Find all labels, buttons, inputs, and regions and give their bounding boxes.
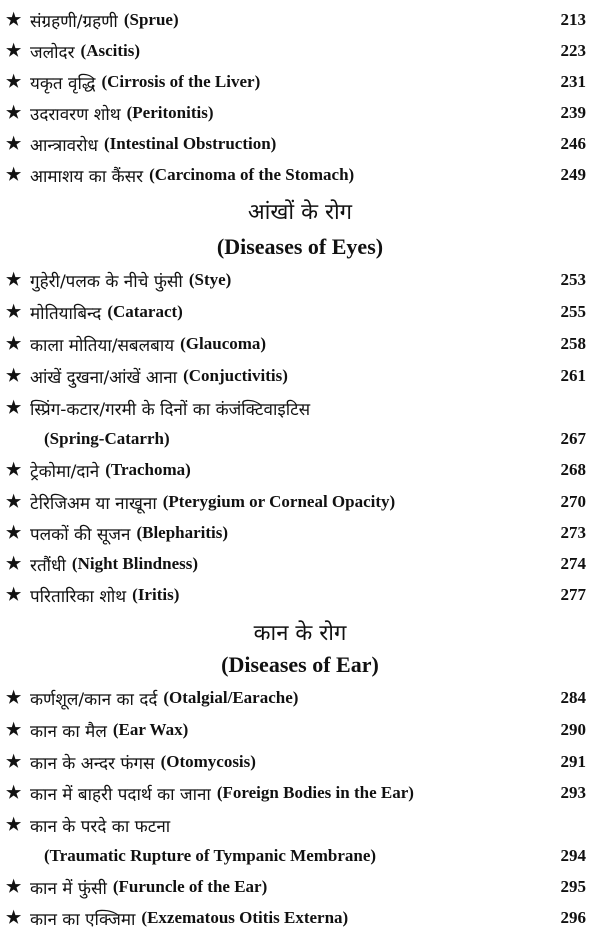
star-bullet-icon: ★ bbox=[6, 366, 22, 386]
toc-entry bbox=[4, 160, 586, 190]
star-bullet-icon: ★ bbox=[6, 103, 22, 123]
star-bullet-icon: ★ bbox=[6, 10, 22, 30]
star-bullet-icon: ★ bbox=[6, 688, 22, 708]
star-bullet-icon: ★ bbox=[6, 752, 22, 772]
entry-hindi: काला मोतिया/सबलबाय bbox=[30, 335, 175, 356]
star-bullet-icon: ★ bbox=[6, 270, 22, 290]
star-bullet-icon: ★ bbox=[6, 815, 22, 835]
star-bullet-icon: ★ bbox=[6, 334, 22, 354]
entry-hindi: संग्रहणी/ग्रहणी bbox=[30, 11, 118, 32]
toc-entry bbox=[4, 361, 586, 391]
entry-page: 294 bbox=[560, 846, 586, 865]
toc-entry bbox=[4, 778, 586, 808]
entry-hindi: कान के परदे का फटना bbox=[30, 816, 171, 837]
entry-hindi: मोतियाबिन्द bbox=[30, 303, 102, 324]
entry-english: (Cataract) bbox=[107, 302, 183, 321]
toc-entry-continuation bbox=[4, 841, 586, 871]
entry-page: 223 bbox=[560, 41, 586, 60]
entry-hindi: टेरिजिअम या नाखूना bbox=[30, 493, 157, 514]
star-bullet-icon: ★ bbox=[6, 783, 22, 803]
toc-entry bbox=[4, 5, 586, 35]
entry-page: 253 bbox=[560, 270, 586, 289]
entry-english: (Glaucoma) bbox=[180, 334, 267, 353]
toc-entry bbox=[4, 129, 586, 159]
entry-english: (Stye) bbox=[188, 270, 232, 289]
entry-hindi: स्प्रिंग-कटार/गरमी के दिनों का कंजंक्टिवाइटिस bbox=[30, 399, 311, 420]
star-bullet-icon: ★ bbox=[6, 908, 22, 928]
star-bullet-icon: ★ bbox=[6, 165, 22, 185]
entry-english: (Exzematous Otitis Externa) bbox=[141, 908, 349, 927]
entry-page: 296 bbox=[560, 908, 586, 927]
entry-english: (Sprue) bbox=[123, 10, 179, 29]
entry-hindi: रतौंधी bbox=[30, 555, 66, 576]
entry-page: 291 bbox=[560, 752, 586, 771]
star-bullet-icon: ★ bbox=[6, 554, 22, 574]
entry-hindi: पलकों की सूजन bbox=[30, 524, 131, 545]
entry-hindi: जलोदर bbox=[30, 42, 75, 63]
entry-page: 277 bbox=[560, 585, 586, 604]
entry-page: 274 bbox=[560, 554, 586, 573]
toc-entry bbox=[4, 683, 586, 713]
star-bullet-icon: ★ bbox=[6, 877, 22, 897]
entry-english: (Ear Wax) bbox=[112, 720, 189, 739]
entry-english: (Peritonitis) bbox=[126, 103, 214, 122]
entry-english: (Spring-Catarrh) bbox=[44, 429, 170, 448]
entry-english: (Otalgial/Earache) bbox=[163, 688, 299, 707]
star-bullet-icon: ★ bbox=[6, 523, 22, 543]
entry-english: (Furuncle of the Ear) bbox=[112, 877, 268, 896]
entry-page: 268 bbox=[560, 460, 586, 479]
toc-entry bbox=[4, 518, 586, 548]
entry-page: 290 bbox=[560, 720, 586, 739]
entry-hindi: कर्णशूल/कान का दर्द bbox=[30, 689, 158, 710]
entry-page: 213 bbox=[560, 10, 586, 29]
toc-entry bbox=[4, 715, 586, 745]
section-heading-hindi: आंखों के रोग bbox=[247, 200, 353, 225]
star-bullet-icon: ★ bbox=[6, 398, 22, 418]
entry-page: 284 bbox=[560, 688, 586, 707]
entry-hindi: उदरावरण शोथ bbox=[30, 104, 121, 125]
toc-entry bbox=[4, 98, 586, 128]
toc-entry bbox=[4, 580, 586, 610]
entry-page: 249 bbox=[560, 165, 586, 184]
entry-hindi: यकृत वृद्धि bbox=[30, 73, 96, 94]
entry-hindi: कान के अन्दर फंगस bbox=[30, 753, 155, 774]
entry-english: (Ascitis) bbox=[80, 41, 141, 60]
toc-entry bbox=[4, 487, 586, 517]
section-heading-english: (Diseases of Ear) bbox=[221, 652, 379, 677]
entry-page: 267 bbox=[560, 429, 586, 448]
entry-page: 239 bbox=[560, 103, 586, 122]
entry-english: (Otomycosis) bbox=[160, 752, 256, 771]
toc-entry bbox=[4, 810, 586, 840]
star-bullet-icon: ★ bbox=[6, 41, 22, 61]
entry-page: 258 bbox=[560, 334, 586, 353]
entry-english: (Cirrosis of the Liver) bbox=[101, 72, 261, 91]
entry-hindi: आन्त्रावरोध bbox=[30, 135, 98, 156]
entry-english: (Traumatic Rupture of Tympanic Membrane) bbox=[44, 846, 377, 865]
entry-english: (Foreign Bodies in the Ear) bbox=[216, 783, 414, 802]
entry-hindi: कान में फुंसी bbox=[30, 878, 107, 899]
entry-page: 246 bbox=[560, 134, 586, 153]
entry-hindi: आमाशय का कैंसर bbox=[30, 166, 144, 187]
star-bullet-icon: ★ bbox=[6, 134, 22, 154]
star-bullet-icon: ★ bbox=[6, 492, 22, 512]
toc-entry bbox=[4, 297, 586, 327]
entry-hindi: गुहेरी/पलक के नीचे फुंसी bbox=[30, 271, 183, 292]
entry-hindi: आंखें दुखना/आंखें आना bbox=[30, 367, 178, 388]
entry-page: 273 bbox=[560, 523, 586, 542]
toc-entry bbox=[4, 872, 586, 902]
entry-english: (Night Blindness) bbox=[71, 554, 199, 573]
entry-page: 261 bbox=[560, 366, 586, 385]
entry-english: (Iritis) bbox=[132, 585, 180, 604]
entry-hindi: ट्रेकोमा/दाने bbox=[30, 461, 100, 482]
entry-english: (Blepharitis) bbox=[136, 523, 229, 542]
entry-hindi: कान का मैल bbox=[30, 721, 107, 742]
toc-entry bbox=[4, 36, 586, 66]
star-bullet-icon: ★ bbox=[6, 720, 22, 740]
entry-page: 255 bbox=[560, 302, 586, 321]
toc-entry bbox=[4, 329, 586, 359]
entry-english: (Carcinoma of the Stomach) bbox=[149, 165, 355, 184]
entry-hindi: परितारिका शोथ bbox=[30, 586, 127, 607]
entry-page: 293 bbox=[560, 783, 586, 802]
entry-page: 231 bbox=[560, 72, 586, 91]
toc-entry bbox=[4, 549, 586, 579]
entry-english: (Pterygium or Corneal Opacity) bbox=[162, 492, 396, 511]
section-heading-english: (Diseases of Eyes) bbox=[216, 234, 384, 259]
entry-hindi: कान में बाहरी पदार्थ का जाना bbox=[30, 784, 211, 805]
star-bullet-icon: ★ bbox=[6, 460, 22, 480]
toc-entry bbox=[4, 393, 586, 423]
toc-entry bbox=[4, 67, 586, 97]
toc-entry bbox=[4, 455, 586, 485]
toc-entry bbox=[4, 903, 586, 933]
entry-english: (Conjuctivitis) bbox=[183, 366, 288, 385]
toc-entry-continuation bbox=[4, 424, 586, 454]
entry-page: 295 bbox=[560, 877, 586, 896]
entry-page: 270 bbox=[560, 492, 586, 511]
star-bullet-icon: ★ bbox=[6, 72, 22, 92]
section-heading-hindi: कान के रोग bbox=[253, 621, 347, 646]
toc-entry bbox=[4, 747, 586, 777]
entry-english: (Trachoma) bbox=[105, 460, 191, 479]
star-bullet-icon: ★ bbox=[6, 585, 22, 605]
star-bullet-icon: ★ bbox=[6, 302, 22, 322]
entry-hindi: कान का एक्जिमा bbox=[30, 909, 136, 930]
toc-entry bbox=[4, 265, 586, 295]
entry-english: (Intestinal Obstruction) bbox=[103, 134, 277, 153]
